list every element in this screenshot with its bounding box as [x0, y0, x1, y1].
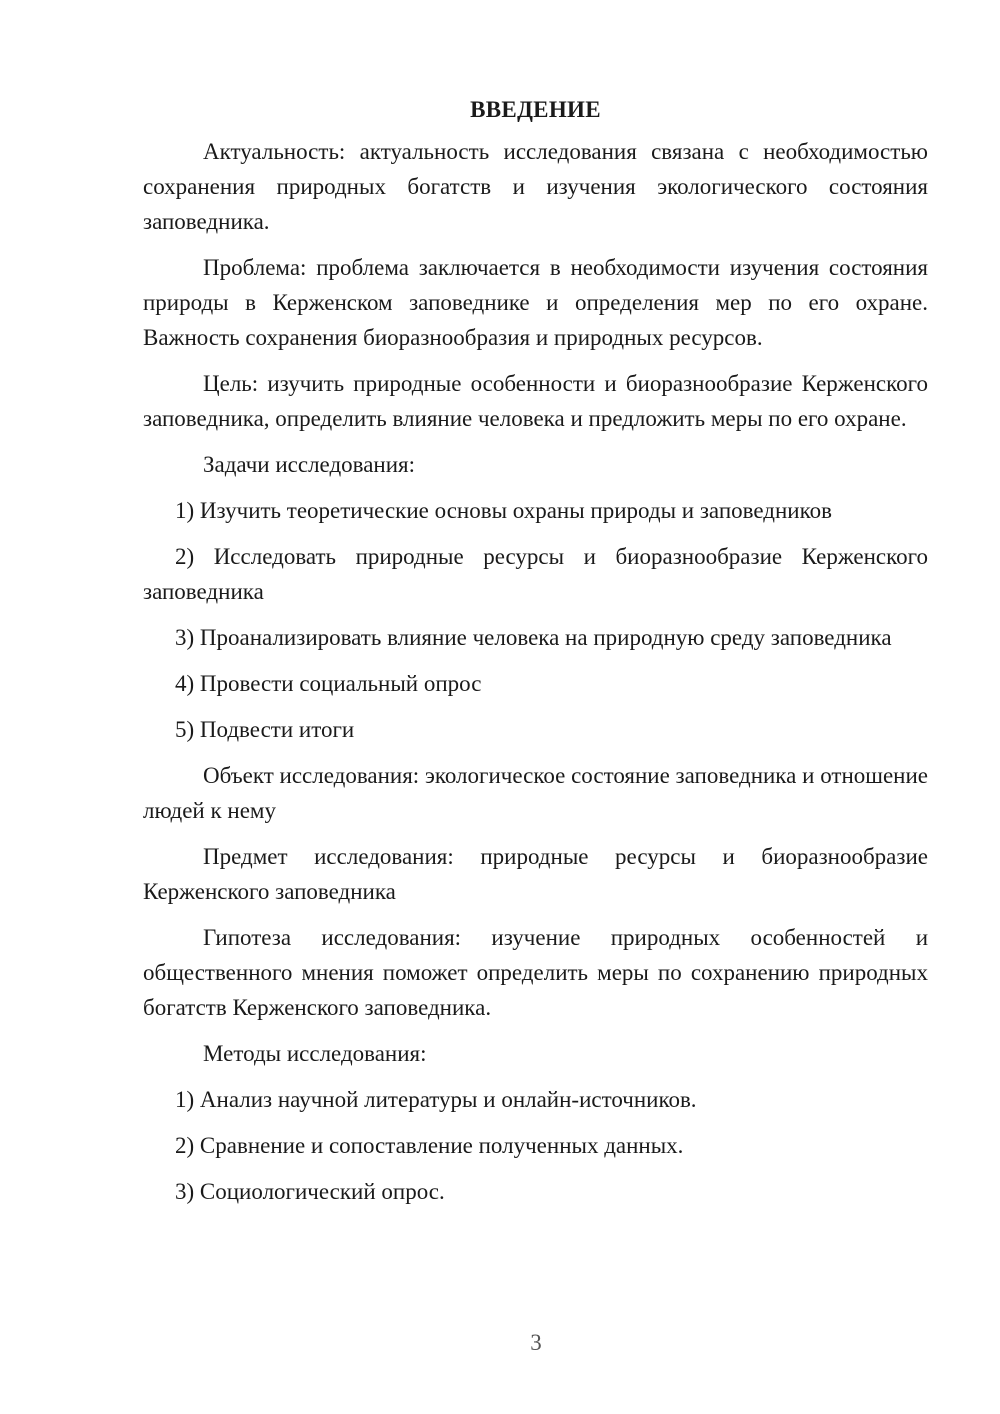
subject-paragraph: Предмет исследования: природные ресурсы и биоразнообразие Керженского заповедника	[143, 844, 928, 904]
hypothesis-paragraph: Гипотеза исследования: изучение природных особенностей и общественного мнения поможет определить меры по сохранению природных богатств Керженского заповедника.	[143, 925, 928, 1020]
document-body	[143, 92, 928, 1220]
problem-paragraph: Проблема: проблема заключается в необходимости изучения состояния природы в Керженском заповеднике и определения мер по его охране. Важность сохранения биоразнообразия и природных ресурсов.	[143, 255, 928, 350]
task-item-1: 1) Изучить теоретические основы охраны природы и заповедников	[175, 498, 832, 523]
method-item-2: 2) Сравнение и сопоставление полученных данных.	[175, 1133, 684, 1158]
goal-paragraph: Цель: изучить природные особенности и биоразнообразие Керженского заповедника, определить влияние человека и предложить меры по его охране.	[143, 371, 928, 431]
method-item-3: 3) Социологический опрос.	[175, 1179, 445, 1204]
task-item-3: 3) Проанализировать влияние человека на природную среду заповедника	[175, 625, 892, 650]
page-number: 3	[530, 1330, 542, 1355]
relevance-paragraph: Актуальность: актуальность исследования связана с необходимостью сохранения природных богатств и изучения экологического состояния заповедника.	[143, 139, 928, 234]
task-item-2: 2) Исследовать природные ресурсы и биоразнообразие Керженского заповедника	[143, 544, 928, 604]
task-item-5: 5) Подвести итоги	[175, 717, 355, 742]
tasks-heading: Задачи исследования:	[203, 452, 416, 477]
object-paragraph: Объект исследования: экологическое состояние заповедника и отношение людей к нему	[143, 763, 928, 823]
methods-heading: Методы исследования:	[203, 1041, 427, 1066]
method-item-1: 1) Анализ научной литературы и онлайн-источников.	[175, 1087, 697, 1112]
section-title: ВВЕДЕНИЕ	[470, 97, 601, 122]
task-item-4: 4) Провести социальный опрос	[175, 671, 482, 696]
